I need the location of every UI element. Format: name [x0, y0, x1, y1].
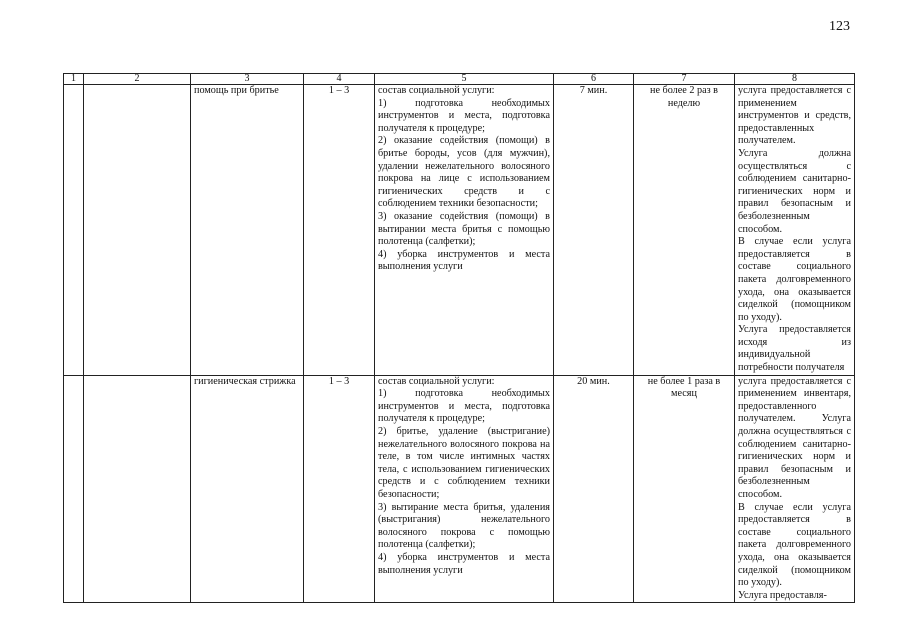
composition-line: состав социальной услуги:: [378, 375, 495, 387]
table-row: [64, 85, 855, 376]
conditions-paragraph: услуга предоставляется с применением инструментов и средств, предоставленных получателем.: [738, 85, 851, 147]
conditions-paragraph: Услуга предоставляется исходя из индивидуальной потребности получателя: [738, 324, 851, 374]
conditions-paragraph: В случае если услуга предоставляется в составе социального пакета долговременного ухода, она оказывается сиделкой (помощником по уходу).: [738, 501, 851, 589]
conditions-paragraph: услуга предоставляется с применением инвентаря, предоставленного получателем. Услуга должна осуществляться с соблюдением санитарно-гигиенических норм и правил безопасным и безболезненным способом.: [738, 375, 851, 500]
column-header: 4: [304, 74, 375, 85]
column-header: 7: [634, 74, 735, 85]
column-header: 5: [375, 74, 554, 85]
conditions-paragraph: Услуга предоставля-: [738, 589, 827, 601]
composition-line: 2) бритье, удаление (выстригание) нежелательного волосяного покрова на теле, в том числе интимных частях тела, с использованием гигиенических средств и с соблюдением техники безопасности;: [378, 426, 550, 500]
duration-cell: 7 мин.: [554, 85, 634, 376]
conditions-cell: [735, 85, 855, 376]
column-header: 3: [191, 74, 304, 85]
row-number-cell: [64, 375, 84, 603]
services-table: [63, 73, 855, 603]
composition-line: 1) подготовка необходимых инструментов и места, подготовка получателя к процедуре;: [378, 97, 550, 134]
column-header: 2: [84, 74, 191, 85]
range-cell: 1 – 3: [304, 375, 375, 603]
conditions-paragraph: Услуга должна осуществляться с соблюдением санитарно-гигиенических норм и правил безопасным и безболезненным способом.: [738, 147, 851, 235]
table-row: [64, 375, 855, 603]
conditions-paragraph: В случае если услуга предоставляется в составе социального пакета долговременного ухода, она оказывается сиделкой (помощником по уходу).: [738, 236, 851, 323]
header-row: [64, 74, 855, 85]
composition-line: 3) оказание содействия (помощи) в вытирании места бритья с помощью полотенца (салфетки);: [378, 210, 550, 248]
row-category-cell: [84, 85, 191, 376]
composition-line: 4) уборка инструментов и места выполнения услуги: [378, 248, 550, 273]
service-name-cell: помощь при бритье: [191, 85, 304, 376]
duration-cell: 20 мин.: [554, 375, 634, 603]
composition-line: 2) оказание содействия (помощи) в бритье бороды, усов (для мужчин), удалении нежелательного волосяного покрова на лице с использованием гигиенических средств и с соблюдением техники безопасности;: [378, 135, 550, 210]
column-header: 1: [64, 74, 84, 85]
service-name-cell: гигиеническая стрижка: [191, 375, 304, 603]
composition-cell: [375, 375, 554, 603]
frequency-cell: не более 2 раз в неделю: [634, 85, 735, 376]
column-header: 8: [735, 74, 855, 85]
composition-line: 1) подготовка необходимых инструментов и места, подготовка получателя к процедуре;: [378, 388, 550, 425]
range-cell: 1 – 3: [304, 85, 375, 376]
composition-line: 3) вытирание места бритья, удаления (выстригания) нежелательного волосяного покрова с помощью полотенца (салфетки);: [378, 501, 550, 551]
conditions-cell: [735, 375, 855, 603]
page-number: 123: [829, 19, 850, 34]
composition-cell: [375, 85, 554, 376]
frequency-cell: не более 1 раза в месяц: [634, 375, 735, 603]
row-number-cell: [64, 85, 84, 376]
composition-line: состав социальной услуги:: [378, 85, 495, 96]
row-category-cell: [84, 375, 191, 603]
column-header: 6: [554, 74, 634, 85]
composition-line: 4) уборка инструментов и места выполнения услуги: [378, 551, 550, 576]
